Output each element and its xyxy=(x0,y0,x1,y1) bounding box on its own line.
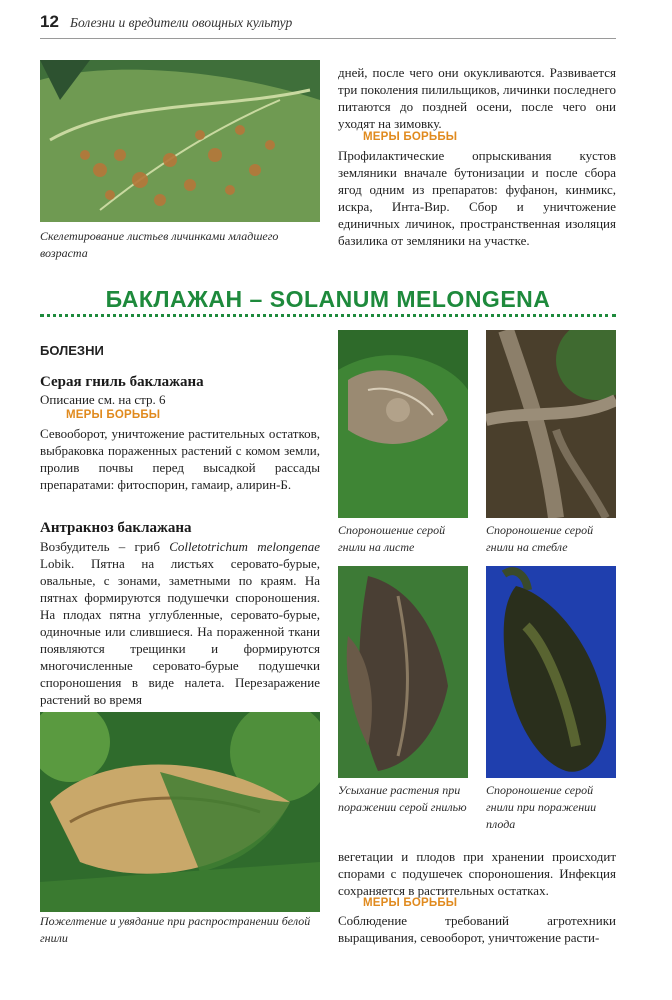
leaf-sporulation-caption: Спороношение серой гнили на листе xyxy=(338,523,446,554)
gray-rot-measures-label: МЕРЫ БОРЬБЫ xyxy=(66,409,161,421)
stem-sporulation-caption: Спороношение серой гнили на стебле xyxy=(486,523,594,554)
leaf-photo-icon xyxy=(40,60,320,222)
section-title: БАКЛАЖАН – SOLANUM MELONGENA xyxy=(105,286,551,312)
page-number: 12 xyxy=(40,12,59,31)
section-divider xyxy=(40,314,616,317)
gray-rot-text: Севооборот, уничтожение растительных остатков, выбраковка пораженных растений с комом земли, пролив почвы перед высадкой рассады препаратами: фитоспорин, гамаир, алирин-Б. xyxy=(40,426,320,492)
top-right-text-1: дней, после чего они окукливаются. Развивается три поколения пилильщиков, личинки последнего питаются до поздней осени, после чего они уходят на зимовку. xyxy=(338,65,616,131)
fruit-sporulation-caption: Спороношение серой гнили при поражении плода xyxy=(486,783,597,831)
wilting-plant-photo xyxy=(338,566,468,778)
anthracnose-text xyxy=(40,538,320,708)
top-right-text-2: Профилактические опрыскивания кустов земляники вначале бутонизации и после сбора ягод одним из препаратов: фуфанон, кинмикс, искра, Инта-Вир. Сбор и уничтожение единичных личинок, пространственная изоляция базилика от земляники на участке. xyxy=(338,148,616,248)
running-header xyxy=(40,10,616,39)
anthracnose-text-rest: Lobik. Пятна на листьях серовато-бурые, овальные, с зонами, заметными по краям. На пятнах формируются подушечки спороношения. На плодах пятна углубленные, серовато-бурые, одиночные или слившиеся. На пораженной ткани появляются трещинки и формируются многочисленные серовато-бурые подушечки спороношения в виде налета. Перезаражение растений во время xyxy=(40,556,320,707)
wilting-plant-caption: Усыхание растения при поражении серой гнилью xyxy=(338,783,467,814)
anthracnose-text-prefix: Возбудитель – гриб xyxy=(40,539,170,554)
anthracnose-measures-text: Соблюдение требований агротехники выращивания, севооборот, уничтожение расти- xyxy=(338,913,616,945)
leaf-photo-icon xyxy=(40,712,320,912)
diseases-heading: БОЛЕЗНИ xyxy=(40,343,104,358)
white-rot-caption: Пожелтение и увядание при распространении белой гнили xyxy=(40,914,311,945)
stem-sporulation-photo xyxy=(486,330,616,518)
white-rot-photo xyxy=(40,712,320,912)
skeletonization-caption: Скелетирование листьев личинками младшего возраста xyxy=(40,229,279,260)
anthracnose-title: Антракноз баклажана xyxy=(40,520,192,536)
anthracnose-continuation: вегетации и плодов при хранении происходит спорами с подушечек спороношения. Инфекция сохраняется в растительных остатках. xyxy=(338,849,616,898)
fruit-sporulation-photo xyxy=(486,566,616,778)
running-title: Болезни и вредители овощных культур xyxy=(70,15,293,30)
leaf-sporulation-photo xyxy=(338,330,468,518)
gray-rot-title: Серая гниль баклажана xyxy=(40,374,204,390)
top-right-measures-label: МЕРЫ БОРЬБЫ xyxy=(363,131,458,143)
leaf-photo-icon xyxy=(338,330,468,518)
skeletonization-photo xyxy=(40,60,320,222)
eggplant-photo-icon xyxy=(486,566,616,778)
stem-photo-icon xyxy=(486,330,616,518)
gray-rot-reference: Описание см. на стр. 6 xyxy=(40,392,166,407)
anthracnose-measures-label: МЕРЫ БОРЬБЫ xyxy=(363,897,458,909)
wilted-plant-photo-icon xyxy=(338,566,468,778)
anthracnose-pathogen: Colletotrichum melongenae xyxy=(169,539,320,554)
